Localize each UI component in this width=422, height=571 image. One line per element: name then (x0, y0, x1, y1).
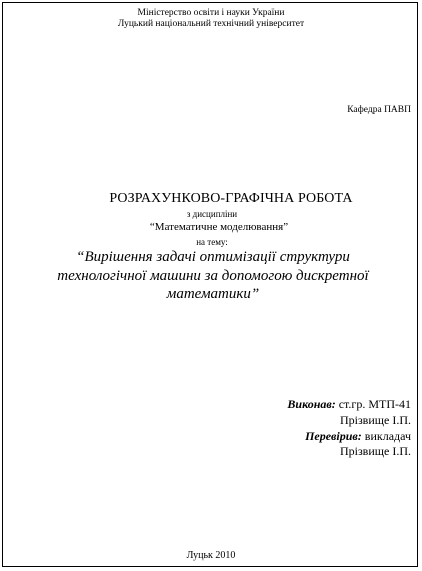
performed-by-group: ст.гр. МТП-41 (335, 397, 411, 411)
checked-by-name: Прізвище І.П. (339, 444, 411, 458)
performed-by-line (287, 398, 411, 410)
topic-title: “Вирішення задачі оптимізації структури технологічної машини за допомогою дискретної математики” (57, 249, 369, 302)
department-name: Кафедра ПАВП (347, 105, 411, 115)
subject-label: з дисципліни (186, 209, 238, 219)
checked-by-label: Перевірив: (305, 429, 362, 443)
university-name: Луцький національний технічний університет (117, 19, 305, 29)
subject-name: “Математичне моделювання” (149, 221, 289, 233)
checked-by-role: викладач (361, 429, 411, 443)
performed-by-label: Виконав: (287, 397, 336, 411)
topic-label: на тему: (196, 237, 228, 247)
performed-by-name: Прізвище І.П. (339, 413, 411, 427)
checked-by-line (305, 430, 411, 442)
document-type-title: РОЗРАХУНКОВО-ГРАФІЧНА РОБОТА (109, 191, 353, 206)
city-year: Луцьк 2010 (186, 550, 236, 561)
ministry-name: Міністерство освіти і науки України (137, 8, 285, 18)
